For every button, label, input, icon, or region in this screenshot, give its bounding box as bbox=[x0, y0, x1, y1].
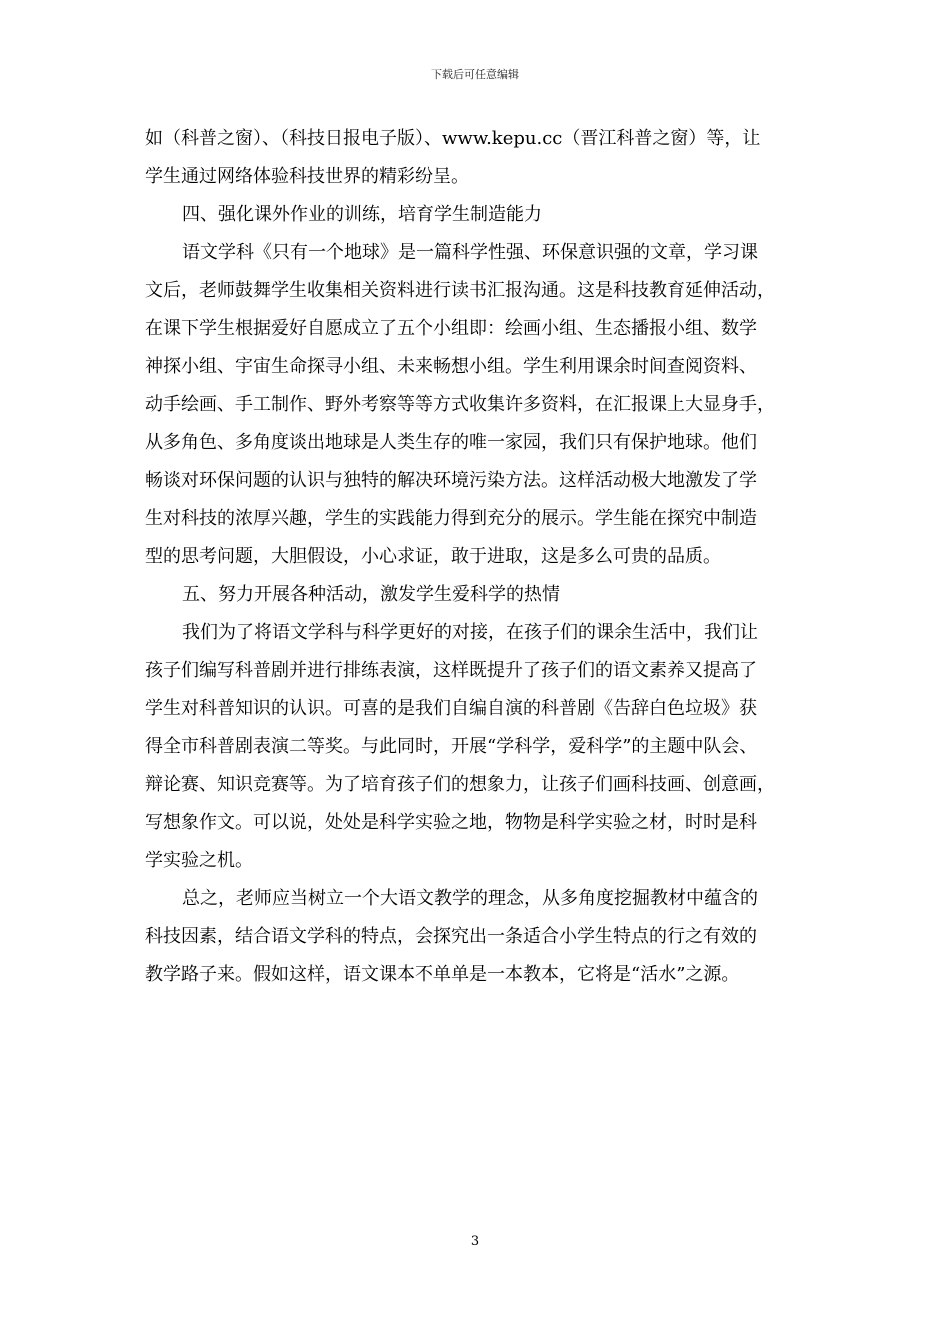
body-line: 学生对科普知识的认识。可喜的是我们自编自演的科普剧《告辞白色垃圾》获 bbox=[145, 698, 757, 719]
document-body bbox=[145, 120, 807, 994]
body-line: 如（科普之窗）、（科技日报电子版）、www.kepu.cc（晋江科普之窗）等，让 bbox=[145, 128, 761, 149]
body-line: 学生通过网络体验科技世界的精彩纷呈。 bbox=[145, 166, 469, 187]
body-line: 写想象作文。可以说，处处是科学实验之地，物物是科学实验之材，时时是科 bbox=[145, 812, 757, 833]
body-line: 动手绘画、手工制作、野外考察等等方式收集许多资料，在汇报课上大显身手， bbox=[145, 394, 775, 415]
section-heading: 五、努力开展各种活动，激发学生爱科学的热情 bbox=[182, 584, 560, 605]
body-line: 得全市科普剧表演二等奖。与此同时，开展“学科学，爱科学”的主题中队会、 bbox=[145, 736, 758, 757]
page-header: 下载后可任意编辑 bbox=[431, 68, 519, 81]
page-number: 3 bbox=[470, 1234, 480, 1249]
body-line: 生对科技的浓厚兴趣，学生的实践能力得到充分的展示。学生能在探究中制造 bbox=[145, 508, 757, 529]
body-line: 辩论赛、知识竞赛等。为了培育孩子们的想象力，让孩子们画科技画、创意画， bbox=[145, 774, 775, 795]
body-line: 文后，老师鼓舞学生收集相关资料进行读书汇报沟通。这是科技教育延伸活动， bbox=[145, 280, 775, 301]
body-line: 神探小组、宇宙生命探寻小组、未来畅想小组。学生利用课余时间查阅资料、 bbox=[145, 356, 757, 377]
body-line: 我们为了将语文学科与科学更好的对接，在孩子们的课余生活中，我们让 bbox=[182, 622, 758, 643]
body-line: 语文学科《只有一个地球》是一篇科学性强、环保意识强的文章，学习课 bbox=[182, 242, 758, 263]
body-line: 型的思考问题，大胆假设，小心求证，敢于进取，这是多么可贵的品质。 bbox=[145, 546, 721, 567]
body-line: 学实验之机。 bbox=[145, 850, 253, 871]
body-line: 畅谈对环保问题的认识与独特的解决环境污染方法。这样活动极大地激发了学 bbox=[145, 470, 757, 491]
body-line: 从多角色、多角度谈出地球是人类生存的唯一家园，我们只有保护地球。他们 bbox=[145, 432, 757, 453]
body-line: 孩子们编写科普剧并进行排练表演，这样既提升了孩子们的语文素养又提高了 bbox=[145, 660, 757, 681]
body-line: 教学路子来。假如这样，语文课本不单单是一本教本，它将是“活水”之源。 bbox=[145, 964, 740, 985]
body-line: 在课下学生根据爱好自愿成立了五个小组即：绘画小组、生态播报小组、数学 bbox=[145, 318, 757, 339]
body-line: 总之，老师应当树立一个大语文教学的理念，从多角度挖掘教材中蕴含的 bbox=[182, 888, 758, 909]
section-heading: 四、强化课外作业的训练，培育学生制造能力 bbox=[182, 204, 542, 225]
body-line: 科技因素，结合语文学科的特点，会探究出一条适合小学生特点的行之有效的 bbox=[145, 926, 757, 947]
